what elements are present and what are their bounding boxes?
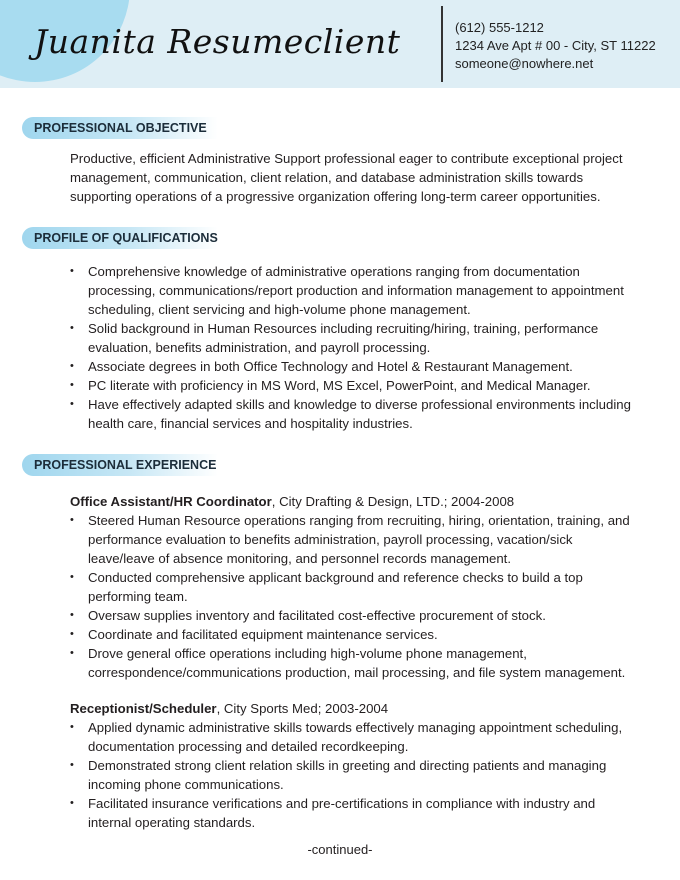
section-heading-qualifications (22, 227, 218, 249)
job-details: , City Drafting & Design, LTD.; 2004-2008 (271, 494, 515, 509)
job-duties-list (70, 511, 636, 682)
section-heading-label: PROFILE OF QUALIFICATIONS (34, 231, 218, 245)
list-item: • Associate degrees in both Office Technology and Hotel & Restaurant Management. (70, 357, 636, 376)
list-item: • Have effectively adapted skills and knowledge to diverse professional environments including health care, financial services and hospitality industries. (70, 395, 636, 433)
list-item: • Applied dynamic administrative skills towards effectively managing appointment scheduling, documentation processing and detailed recordkeeping. (70, 718, 636, 756)
list-item: • Oversaw supplies inventory and facilitated cost-effective procurement of stock. (70, 606, 636, 625)
list-item: • Coordinate and facilitated equipment maintenance services. (70, 625, 636, 644)
list-item: • Conducted comprehensive applicant background and reference checks to build a top performing team. (70, 568, 636, 606)
job-title-line (70, 492, 514, 511)
section-heading-experience (22, 454, 218, 476)
job-title-line (70, 699, 388, 718)
job-duties-list (70, 718, 636, 832)
contact-email: someone@nowhere.net (455, 56, 594, 71)
list-item: • Demonstrated strong client relation skills in greeting and directing patients and managing incoming phone communications. (70, 756, 636, 794)
qualifications-list (70, 262, 636, 433)
objective-text: Productive, efficient Administrative Support professional eager to contribute exceptional project management, communication, client relation, and database administration skills towards supporting operations of a progressive organization offering long-term career opportunities. (70, 151, 623, 204)
list-item: • Drove general office operations including high-volume phone management, correspondence/communications production, mail processing, and file system management. (70, 644, 636, 682)
section-heading-objective (22, 117, 218, 139)
list-item: • Comprehensive knowledge of administrative operations ranging from documentation processing, communications/report production and information management to appointment scheduling, client servicing and high-volume phone management. (70, 262, 636, 319)
contact-address: 1234 Ave Apt # 00 - City, ST 11222 (455, 38, 656, 53)
header-band (0, 0, 680, 88)
header-divider (441, 6, 443, 82)
list-item: • PC literate with proficiency in MS Word, MS Excel, PowerPoint, and Medical Manager. (70, 376, 636, 395)
candidate-name: Juanita Resumeclient (34, 22, 401, 61)
contact-phone: (612) 555-1212 (455, 20, 544, 35)
job-details: , City Sports Med; 2003-2004 (216, 701, 389, 716)
continued-note: -continued- (307, 842, 373, 857)
list-item: • Steered Human Resource operations ranging from recruiting, hiring, orientation, training, and performance evaluation to benefits administration, payroll processing, vacation/sick leave/leave of absence monitoring, and personnel records management. (70, 511, 636, 568)
list-item: • Solid background in Human Resources including recruiting/hiring, training, performance evaluation, benefits administration, and payroll processing. (70, 319, 636, 357)
list-item: • Facilitated insurance verifications and pre-certifications in compliance with industry and internal operating standards. (70, 794, 636, 832)
job-title: Receptionist/Scheduler (70, 701, 217, 716)
contact-info (455, 19, 656, 73)
job-title: Office Assistant/HR Coordinator (70, 494, 272, 509)
section-heading-label: PROFESSIONAL OBJECTIVE (34, 121, 207, 135)
section-heading-label: PROFESSIONAL EXPERIENCE (34, 458, 217, 472)
